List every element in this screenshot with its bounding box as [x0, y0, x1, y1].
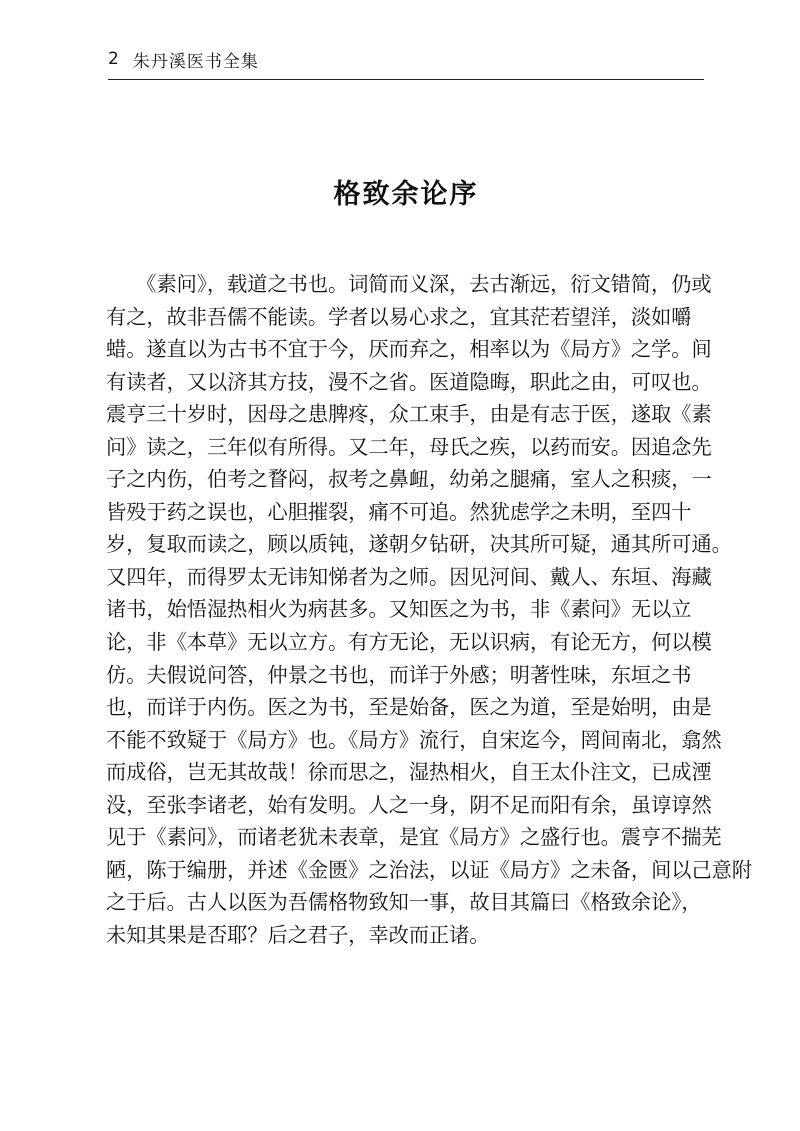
text-line: 也，而详于内伤。医之为书，至是始备，医之为道，至是始明，由是 — [106, 695, 712, 720]
text-line: 子之内伤，伯考之瞀闷，叔考之鼻衄，幼弟之腿痛，室人之积痰，一 — [106, 467, 712, 492]
text-line: 而成俗，岂无其故哉！徐而思之，湿热相火，自王太仆注文，已成湮 — [106, 760, 712, 785]
text-line: 之于后。古人以医为吾儒格物致知一事，故目其篇曰《格致余论》， — [106, 890, 702, 915]
preface-body — [106, 268, 753, 951]
text-line: 蜡。遂直以为古书不宜于今，厌而弃之，相率以为《局方》之学。间 — [106, 337, 712, 362]
text-line: 见于《素问》，而诸老犹未表章，是宜《局方》之盛行也。震亨不揣芜 — [106, 825, 722, 850]
text-line: 又四年，而得罗太无讳知悌者为之师。因见河间、戴人、东垣、海藏 — [106, 564, 712, 589]
text-line: 岁，复取而读之，顾以质钝，遂朝夕钻研，决其所可疑，通其所可通。 — [106, 532, 732, 557]
text-line: 《素问》，载道之书也。词简而义深，去古渐远，衍文错简，仍或 — [106, 272, 712, 296]
text-line: 震亨三十岁时，因母之患脾疼，众工束手，由是有志于医，遂取《素 — [106, 402, 712, 427]
text-line: 没，至张李诸老，始有发明。人之一身，阴不足而阳有余，虽谆谆然 — [106, 792, 712, 817]
chapter-title: 格致余论序 — [333, 179, 479, 210]
text-line: 未知其果是否耶？后之君子，幸改而正诸。 — [106, 922, 490, 947]
text-line: 论，非《本草》无以立方。有方无论，无以识病，有论无方，何以模 — [106, 630, 712, 655]
header-rule — [108, 79, 704, 80]
text-line: 陋，陈于编册，并述《金匮》之治法，以证《局方》之未备，间以己意附 — [106, 857, 753, 882]
text-line: 有读者，又以济其方技，漫不之省。医道隐晦，职此之由，可叹也。 — [106, 369, 712, 394]
text-line: 仿。夫假说问答，仲景之书也，而详于外感；明著性味，东垣之书 — [106, 662, 692, 687]
running-head — [108, 46, 259, 72]
text-line: 问》读之，三年似有所得。又二年，母氏之疾，以药而安。因追念先 — [106, 434, 712, 459]
text-line: 皆殁于药之误也，心胆摧裂，痛不可追。然犹虑学之未明，至四十 — [106, 499, 692, 524]
text-line: 诸书，始悟湿热相火为病甚多。又知医之为书，非《素问》无以立 — [106, 597, 692, 622]
text-line: 不能不致疑于《局方》也。《局方》流行，自宋迄今，罔间南北，翕然 — [106, 727, 722, 752]
text-line: 有之，故非吾儒不能读。学者以易心求之，宜其茫若望洋，淡如嚼 — [106, 304, 692, 329]
page-number: 2 — [108, 49, 119, 69]
book-title: 朱丹溪医书全集 — [132, 51, 259, 72]
